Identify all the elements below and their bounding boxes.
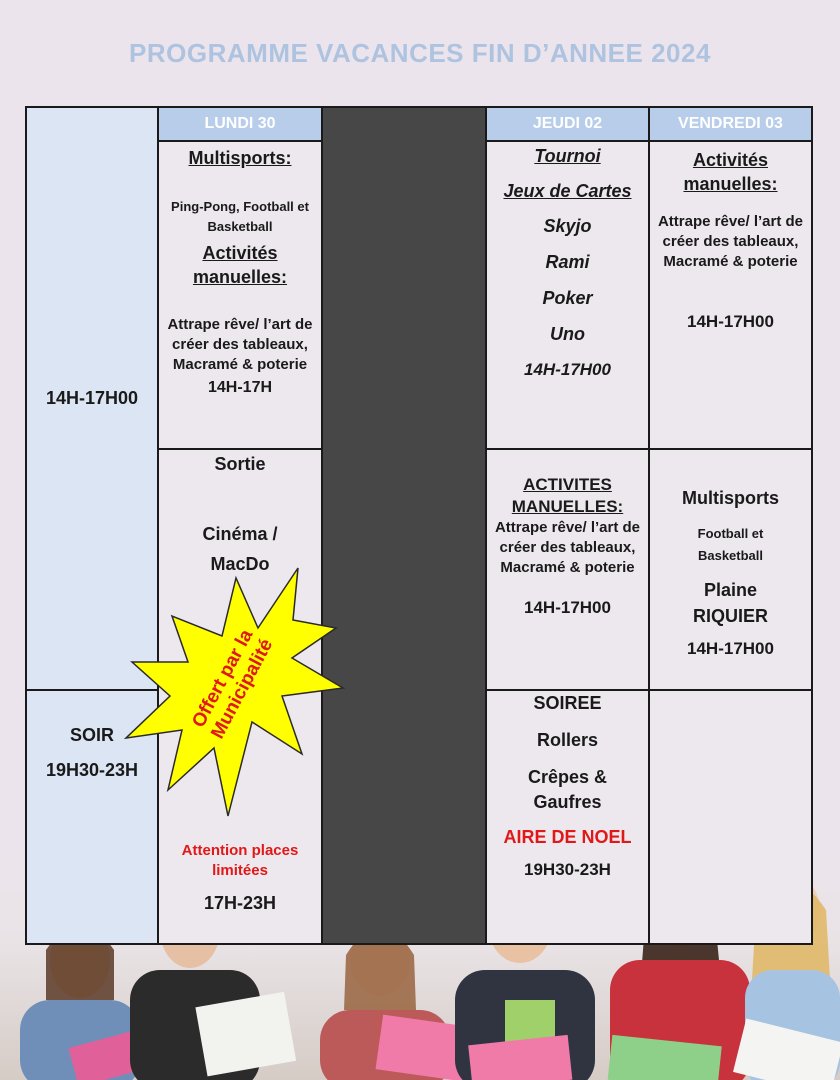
jeudi-crafts-time: 14H-17H00 [524, 598, 611, 617]
jeudi-crafts-cell [485, 448, 650, 691]
afternoon-time-label: 14H-17H00 [45, 388, 139, 408]
jeudi-afternoon-cell [485, 140, 650, 450]
jeudi-afternoon-time: 14H-17H00 [524, 360, 611, 379]
offer-star-text: Offert par la Municipalité [188, 626, 278, 743]
evening-place: AIRE DE NOEL [503, 827, 632, 847]
places-warning: Attention places limitées [181, 842, 299, 879]
header-vendredi-label: VENDREDI 03 [678, 115, 783, 132]
vendredi-crafts-heading: Activités manuelles: [683, 150, 778, 194]
evening-label: SOIR [69, 725, 114, 745]
header-jeudi-label: JEUDI 02 [532, 115, 603, 132]
crafts-heading: ACTIVITES MANUELLES: [511, 475, 624, 516]
vendredi-sports-time: 14H-17H00 [687, 639, 774, 658]
page-title: PROGRAMME VACANCES FIN D’ANNEE 2024 [129, 38, 711, 68]
game-poker: Poker [542, 288, 593, 308]
outing-place: Cinéma / MacDo [202, 524, 278, 574]
closed-column [321, 106, 487, 945]
crafts-list: Attrape rêve/ l’art de créer des tableaux, Macramé & poterie [494, 519, 641, 576]
evening-rollers: Rollers [536, 730, 599, 750]
evening-time-label: 19H30-23H [45, 760, 139, 780]
activities-heading: Activités manuelles: [192, 243, 288, 287]
card-games-title: Jeux de Cartes [503, 181, 632, 201]
vendredi-place: Plaine RIQUIER [692, 580, 768, 626]
outing-time: 17H-23H [203, 893, 277, 913]
vendredi-sports-heading: Multisports [682, 488, 779, 508]
vendredi-evening-cell [648, 689, 813, 945]
lundi-afternoon-cell [157, 140, 323, 450]
outing-heading: Sortie [214, 454, 266, 474]
evening-time: 19H30-23H [524, 860, 611, 879]
game-uno: Uno [550, 324, 585, 344]
vendredi-crafts-list: Attrape rêve/ l’art de créer des tableaux, Macramé & poterie [657, 213, 804, 270]
multisports-heading: Multisports: [188, 148, 292, 168]
evening-crepes: Crêpes & Gaufres [527, 767, 608, 812]
header-lundi-label: LUNDI 30 [204, 115, 276, 132]
game-rami: Rami [545, 252, 590, 272]
tournament-title: Tournoi [534, 146, 601, 166]
offer-star-badge [118, 558, 348, 818]
vendredi-afternoon-time: 14H-17H00 [687, 312, 774, 331]
evening-heading: SOIREE [533, 693, 602, 713]
vendredi-sports-list: Football et Basketball [697, 526, 764, 563]
lundi-afternoon-time: 14H-17H [207, 379, 273, 396]
jeudi-evening-cell [485, 689, 650, 945]
vendredi-afternoon-cell [648, 140, 813, 450]
game-skyjo: Skyjo [543, 216, 592, 236]
header-lundi [157, 106, 323, 142]
vendredi-sports-cell [648, 448, 813, 691]
header-jeudi [485, 106, 650, 142]
sports-list: Ping-Pong, Football et Basketball [171, 199, 309, 234]
activities-list: Attrape rêve/ l’art de créer des tableaux, Macramé & poterie [167, 316, 313, 373]
header-vendredi [648, 106, 813, 142]
